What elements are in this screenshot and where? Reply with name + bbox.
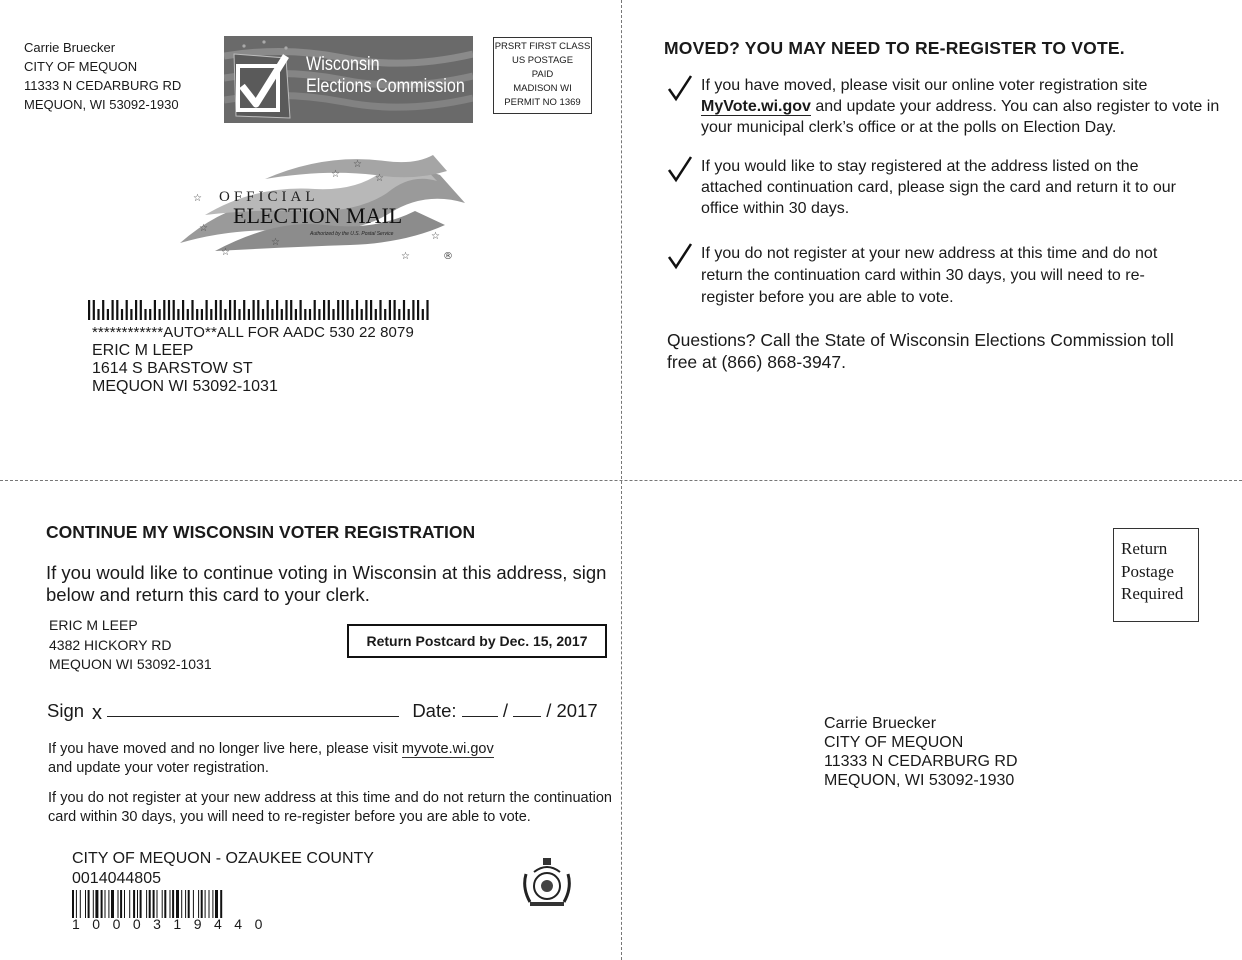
postnet-bar	[159, 309, 161, 320]
postnet-bar	[285, 300, 287, 320]
barcode-bar	[162, 890, 163, 918]
barcode-bar	[124, 890, 125, 918]
postnet-bar	[426, 300, 428, 320]
postnet-bar	[126, 300, 128, 320]
postnet-bar	[375, 309, 377, 320]
postnet-bar	[182, 300, 184, 320]
barcode-bar	[153, 890, 155, 918]
clerk-office: CITY OF MEQUON	[824, 734, 964, 751]
barcode-bar	[209, 890, 210, 918]
postnet-bar	[318, 309, 320, 320]
jurisdiction-name: CITY OF MEQUON - OZAUKEE COUNTY	[72, 850, 374, 867]
voter-city: MEQUON WI 53092-1031	[49, 656, 212, 672]
postnet-bar	[238, 309, 240, 320]
postnet-bar	[201, 309, 203, 320]
official-text: OFFICIAL	[219, 189, 319, 205]
postnet-bar	[196, 309, 198, 320]
clerk-street: 11333 N CEDARBURG RD	[824, 753, 1018, 770]
recipient-city: MEQUON WI 53092-1031	[92, 378, 278, 395]
return-postage-box	[1113, 528, 1199, 622]
moved-note-rest: and update your voter registration.	[48, 760, 269, 776]
barcode-bar	[146, 890, 147, 918]
postnet-bar	[379, 300, 381, 320]
postnet-bar	[271, 309, 273, 320]
notice-item-2: If you would like to stay registered at the address listed on the attached continuation card, please sign the card and return it to our office within 30 days.	[701, 158, 1176, 217]
postnet-bar	[229, 300, 231, 320]
barcode-bar	[88, 890, 90, 918]
sender-address	[24, 38, 181, 114]
jurisdiction-block	[72, 849, 374, 889]
postnet-bar	[191, 300, 193, 320]
notice-item-3: If you do not register at your new address at this time and do not return the continuation card within 30 days, you will need to re-register before you are able to vote.	[701, 245, 1158, 306]
svg-text:®: ®	[443, 251, 453, 262]
postnet-bar	[398, 309, 400, 320]
postnet-bar	[102, 300, 104, 320]
notice-item-1	[701, 75, 1221, 138]
recipient-address	[92, 324, 414, 396]
barcode-bar	[176, 890, 179, 918]
postnet-bar	[257, 300, 259, 320]
barcode-bar	[181, 890, 182, 918]
date-separator: /	[502, 700, 508, 721]
signature-line	[47, 698, 598, 725]
svg-text:☆: ☆	[331, 169, 340, 180]
indicia-line5: PERMIT NO 1369	[504, 97, 581, 108]
date-day-field[interactable]	[513, 698, 541, 717]
postnet-bar	[356, 300, 358, 320]
barcode-bar	[215, 890, 218, 918]
postnet-bar	[220, 300, 222, 320]
postnet-bar	[168, 300, 170, 320]
postnet-bar	[328, 300, 330, 320]
notice-item-1-text: If you have moved, please visit our online voter registration site	[701, 77, 1148, 94]
date-separator: /	[546, 700, 552, 721]
postnet-bar	[365, 300, 367, 320]
postnet-bar	[323, 300, 325, 320]
svg-text:☆: ☆	[353, 159, 362, 170]
sort-line: ************AUTO**ALL FOR AADC 530 22 8079	[92, 324, 414, 341]
recipient-name: ERIC M LEEP	[92, 342, 194, 359]
barcode-bar	[111, 890, 114, 918]
postnet-bar	[130, 309, 132, 320]
barcode-bar	[164, 890, 166, 918]
barcode-bar	[198, 890, 199, 918]
voter-street: 4382 HICKORY RD	[49, 636, 172, 653]
postnet-bar	[248, 309, 250, 320]
postnet-bar	[370, 300, 372, 320]
continuation-intro: If you would like to continue voting in Wisconsin at this address, sign below and return this card to your clerk.	[46, 562, 607, 605]
barcode-bar	[157, 890, 158, 918]
voter-barcode	[72, 890, 336, 918]
postnet-bar	[422, 309, 424, 320]
postnet-bar	[253, 300, 255, 320]
horizontal-fold-line	[0, 480, 1242, 481]
barcode-bar	[140, 890, 142, 918]
postnet-bar	[163, 300, 165, 320]
postnet-bar	[394, 300, 396, 320]
sender-name: Carrie Bruecker	[24, 40, 116, 55]
barcode-bar	[76, 890, 77, 918]
authorized-text: Authorized by the U.S. Postal Service	[310, 231, 394, 237]
barcode-bar	[172, 890, 174, 918]
barcode-bar	[133, 890, 135, 918]
postnet-bar	[347, 300, 349, 320]
svg-text:☆: ☆	[271, 237, 280, 248]
checkmark-icon	[666, 155, 694, 183]
barcode-bar	[105, 890, 106, 918]
postnet-bar	[177, 309, 179, 320]
sender-street: 11333 N CEDARBURG RD	[24, 78, 182, 93]
svg-text:☆: ☆	[375, 173, 384, 184]
postnet-bar	[88, 300, 90, 320]
barcode-bar	[85, 890, 86, 918]
barcode-bar	[212, 890, 213, 918]
postnet-bar	[116, 300, 118, 320]
barcode-bar	[193, 890, 194, 918]
sender-city: MEQUON, WI 53092-1930	[24, 97, 179, 112]
date-label: Date:	[412, 700, 457, 721]
barcode-bar	[149, 890, 151, 918]
barcode-bar	[170, 890, 171, 918]
barcode-bar	[108, 890, 109, 918]
postnet-bar	[121, 309, 123, 320]
postnet-bar	[234, 300, 236, 320]
indicia-line4: MADISON WI	[513, 83, 572, 94]
postage-indicia	[493, 37, 592, 114]
barcode-bar	[185, 890, 186, 918]
voter-name: ERIC M LEEP	[49, 617, 138, 633]
postnet-bar	[295, 309, 297, 320]
sign-label: Sign	[47, 700, 85, 721]
checkmark-icon	[666, 242, 694, 270]
questions-text: Questions? Call the State of Wisconsin Elections Commission toll free at (866) 868-3947.	[667, 330, 1174, 372]
postnet-bar	[276, 300, 278, 320]
svg-text:☆: ☆	[199, 223, 208, 234]
postnet-bar	[97, 309, 99, 320]
wec-logo-line1: Wisconsin	[306, 54, 380, 75]
myvote-link-lower[interactable]: myvote.wi.gov	[401, 741, 494, 757]
barcode-bar	[129, 890, 130, 918]
recipient-street: 1614 S BARSTOW ST	[92, 360, 253, 377]
clerk-name: Carrie Bruecker	[824, 715, 937, 732]
postnet-bar	[309, 309, 311, 320]
postnet-bar	[342, 300, 344, 320]
postnet-bar	[417, 300, 419, 320]
postnet-bar	[314, 300, 316, 320]
postnet-bar	[332, 309, 334, 320]
clerk-city: MEQUON, WI 53092-1930	[824, 772, 1015, 789]
postnet-bar	[210, 309, 212, 320]
postnet-bar	[267, 300, 269, 320]
barcode-bar	[80, 890, 81, 918]
postage-line2: Postage	[1121, 561, 1174, 581]
postnet-bar	[135, 300, 137, 320]
postnet-bar	[243, 300, 245, 320]
moved-note	[48, 740, 608, 778]
postnet-bar	[154, 300, 156, 320]
wec-logo	[224, 36, 473, 123]
notice-item-1-rest: and update your address. You can also register to vote in your municipal clerk’s office or at the polls on Election Day.	[701, 98, 1220, 136]
voter-id: 0014044805	[72, 870, 161, 887]
barcode-bar	[120, 890, 122, 918]
postnet-bar	[300, 300, 302, 320]
not-registered-note: If you do not register at your new address at this time and do not return the continuation card within 30 days, you will need to re-register before you are able to vote.	[48, 790, 612, 825]
postnet-bar	[187, 309, 189, 320]
indicia-line2: US POSTAGE	[511, 55, 574, 66]
state-seal-icon	[518, 852, 576, 910]
wec-logo-text	[306, 54, 465, 98]
barcode-bar	[201, 890, 203, 918]
barcode-bar	[205, 890, 206, 918]
moved-title: MOVED? YOU MAY NEED TO RE-REGISTER TO VOTE.	[664, 38, 1125, 58]
indicia-line1: PRSRT FIRST CLASS	[494, 41, 591, 52]
postnet-bar	[149, 309, 151, 320]
postnet-bar	[384, 309, 386, 320]
postnet-bar	[112, 300, 114, 320]
postnet-bar	[351, 309, 353, 320]
barcode-bar	[93, 890, 94, 918]
barcode-bar	[118, 890, 119, 918]
postnet-bar	[389, 300, 391, 320]
return-by-box: Return Postcard by Dec. 15, 2017	[347, 624, 607, 658]
continuation-title: CONTINUE MY WISCONSIN VOTER REGISTRATION	[46, 522, 476, 542]
postnet-bar	[412, 300, 414, 320]
wec-logo-line2: Elections Commission	[306, 76, 465, 97]
postnet-bar	[408, 309, 410, 320]
barcode-bar	[137, 890, 138, 918]
clerk-address	[824, 714, 1018, 790]
myvote-link[interactable]: MyVote.wi.gov	[701, 98, 811, 115]
postnet-barcode	[86, 300, 431, 320]
barcode-bar	[188, 890, 190, 918]
postnet-bar	[144, 309, 146, 320]
voter-address	[49, 616, 212, 675]
barcode-bar	[101, 890, 103, 918]
date-month-field[interactable]	[462, 698, 498, 717]
signature-field[interactable]	[107, 698, 399, 717]
postnet-bar	[290, 300, 292, 320]
barcode-bar	[220, 890, 222, 918]
postnet-bar	[403, 300, 405, 320]
postnet-bar	[304, 309, 306, 320]
postage-line3: Required	[1121, 584, 1184, 603]
postnet-bar	[93, 300, 95, 320]
postnet-bar	[215, 300, 217, 320]
postnet-bar	[281, 309, 283, 320]
postnet-bar	[262, 309, 264, 320]
postnet-bar	[337, 300, 339, 320]
postnet-bar	[140, 300, 142, 320]
postnet-bar	[206, 300, 208, 320]
date-year: 2017	[556, 700, 598, 721]
sign-x-mark: x	[92, 702, 103, 724]
postnet-bar	[224, 309, 226, 320]
postnet-bar	[361, 309, 363, 320]
barcode-bar	[72, 890, 74, 918]
indicia-line3: PAID	[531, 69, 554, 80]
moved-note-text: If you have moved and no longer live here, please visit	[48, 741, 402, 757]
barcode-bar	[95, 890, 98, 918]
election-mail-text: ELECTION MAIL	[233, 203, 403, 228]
svg-text:☆: ☆	[193, 193, 202, 204]
svg-text:☆: ☆	[221, 247, 230, 258]
postnet-bar	[173, 300, 175, 320]
svg-text:☆: ☆	[401, 251, 410, 262]
barcode-digits: 1000319440	[72, 916, 275, 932]
postage-line1: Return	[1121, 539, 1168, 558]
sender-office: CITY OF MEQUON	[24, 59, 138, 74]
svg-text:☆: ☆	[431, 231, 440, 242]
postnet-bar	[107, 309, 109, 320]
checkmark-icon	[666, 74, 694, 102]
official-election-mail-logo	[175, 155, 470, 265]
